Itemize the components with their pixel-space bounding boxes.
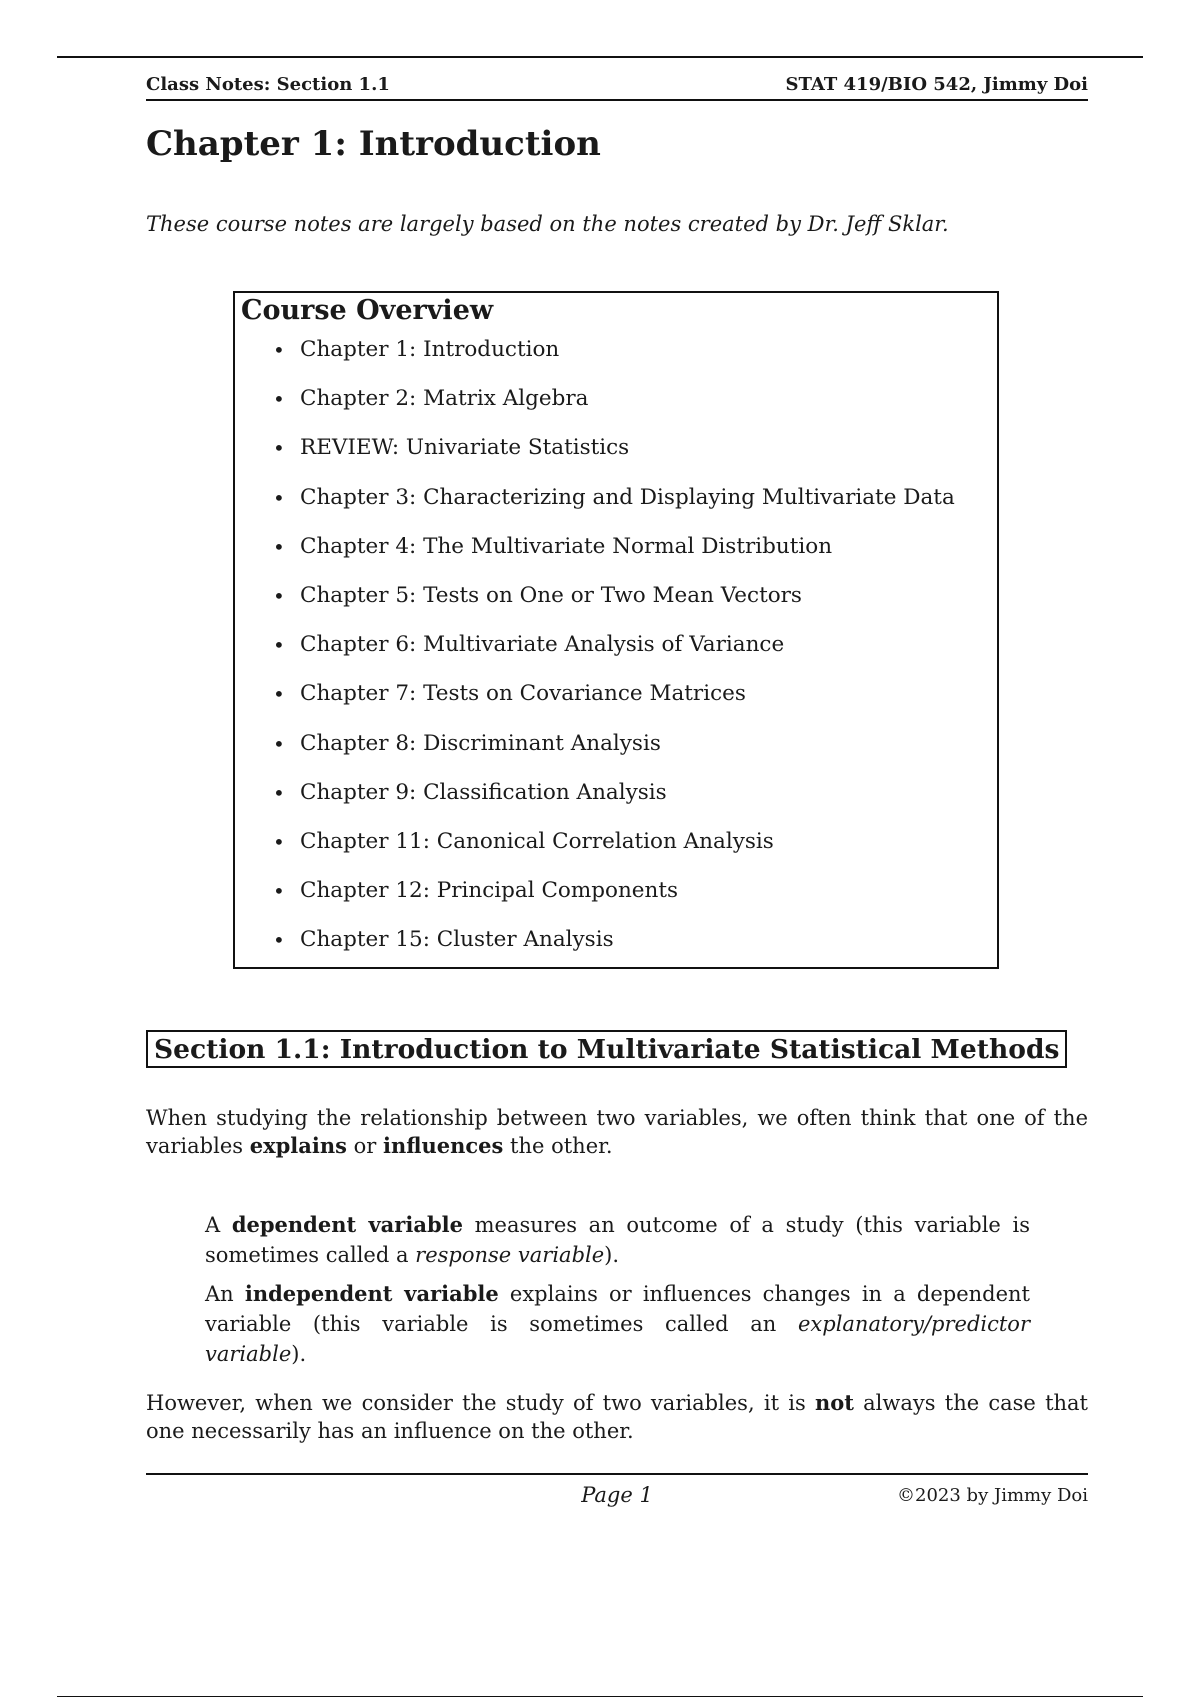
page-footer — [146, 1473, 1088, 1515]
overview-item: • Chapter 1: Introduction — [235, 335, 955, 384]
text-run: ). — [604, 1243, 620, 1267]
overview-item: • Chapter 6: Multivariate Analysis of Variance — [235, 630, 955, 679]
section-title: Section 1.1: Introduction to Multivariate Statistical Methods — [146, 1030, 1067, 1068]
intro-paragraph — [146, 1104, 1088, 1160]
text-run: However, when we consider the study of two variables, it is — [146, 1391, 815, 1415]
dependent-variable-definition — [205, 1210, 1030, 1270]
header-left: Class Notes: Section 1.1 — [146, 74, 390, 95]
text-run: the other. — [503, 1134, 613, 1158]
attribution-note: These course notes are largely based on the notes created by Dr. Jeff Sklar. — [146, 212, 949, 236]
overview-item: • Chapter 4: The Multivariate Normal Distribution — [235, 532, 955, 581]
text-run: or — [346, 1134, 383, 1158]
overview-item: • Chapter 7: Tests on Covariance Matrices — [235, 679, 955, 728]
page-number: Page 1 — [581, 1483, 653, 1507]
however-paragraph — [146, 1389, 1088, 1445]
overview-item: • Chapter 5: Tests on One or Two Mean Vectors — [235, 581, 955, 630]
overview-item: • REVIEW: Univariate Statistics — [235, 433, 955, 482]
page-bottom-rule — [57, 1696, 1143, 1697]
overview-item: • Chapter 2: Matrix Algebra — [235, 384, 955, 433]
text-run: An — [205, 1282, 245, 1306]
overview-item: • Chapter 8: Discriminant Analysis — [235, 729, 955, 778]
overview-item: • Chapter 12: Principal Components — [235, 876, 955, 925]
italic-term: explanatory/predictor variable — [205, 1312, 1030, 1366]
bold-term: dependent variable — [231, 1212, 463, 1237]
overview-item: • Chapter 3: Characterizing and Displaying Multivariate Data — [235, 483, 955, 532]
bold-term: not — [814, 1390, 854, 1415]
text-run: measures an outcome of a study (this variable is sometimes called a — [205, 1213, 1030, 1267]
bold-term: influences — [382, 1133, 504, 1158]
overview-item: • Chapter 15: Cluster Analysis — [235, 925, 955, 974]
course-overview-title: Course Overview — [241, 295, 494, 326]
italic-term: response variable — [415, 1243, 605, 1267]
text-run: always the case that one necessarily has an influence on the other. — [146, 1391, 1088, 1443]
chapter-title: Chapter 1: Introduction — [146, 124, 601, 164]
header-right: STAT 419/BIO 542, Jimmy Doi — [785, 74, 1088, 95]
text-run: explains or influences changes in a dependent variable (this variable is sometimes called an — [205, 1282, 1030, 1336]
bold-term: independent variable — [244, 1281, 499, 1306]
text-run: ). — [291, 1342, 307, 1366]
copyright-notice: ©2023 by Jimmy Doi — [897, 1485, 1088, 1506]
course-overview-list — [235, 335, 955, 974]
overview-item: • Chapter 11: Canonical Correlation Analysis — [235, 827, 955, 876]
page-top-rule — [57, 56, 1143, 58]
text-run: When studying the relationship between two variables, we often think that one of the variables — [146, 1106, 1088, 1158]
course-overview-box — [233, 291, 999, 969]
text-run: A — [205, 1213, 232, 1237]
bold-term: explains — [249, 1133, 347, 1158]
overview-item: • Chapter 9: Classification Analysis — [235, 778, 955, 827]
running-header — [146, 74, 1088, 101]
independent-variable-definition — [205, 1279, 1030, 1369]
